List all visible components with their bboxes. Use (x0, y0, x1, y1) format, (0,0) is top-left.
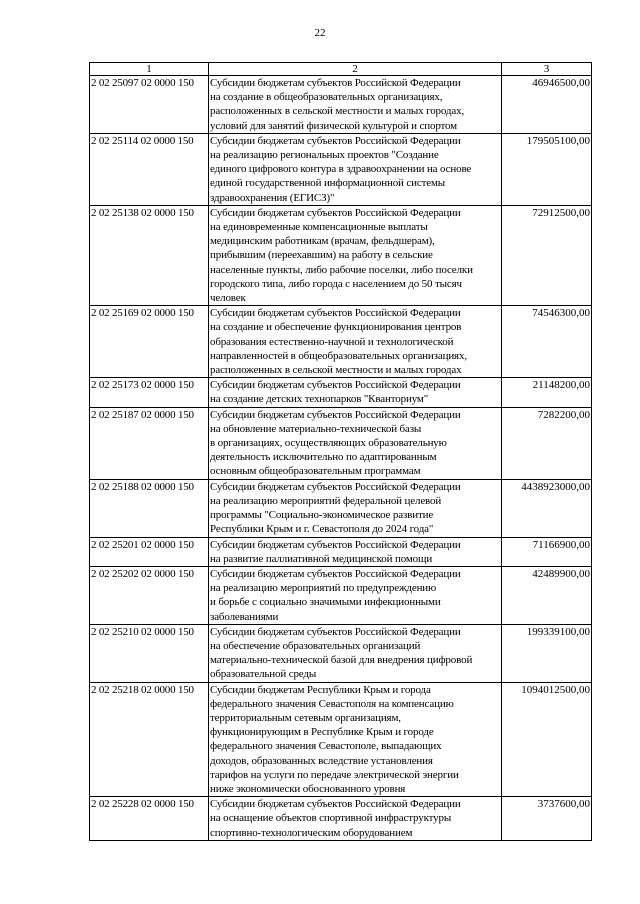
description-line: единой государственной информационной системы (210, 177, 446, 190)
description-line: тарифов на услуги по передаче электрической энергии (210, 768, 459, 781)
subsidy-description (209, 566, 502, 624)
subsidy-description (209, 306, 502, 378)
description-line: функционирующим в Республике Крым и городе (210, 726, 434, 739)
budget-code: 2 02 25097 02 0000 150 (90, 76, 209, 134)
table-row (90, 205, 592, 305)
subsidy-description (209, 682, 502, 797)
description-line: федерального значения Севастополя на компенсацию (210, 697, 454, 710)
amount: 3737600,00 (502, 797, 592, 841)
table-row (90, 566, 592, 624)
subsidy-description (209, 133, 502, 205)
description-line: Субсидии бюджетам субъектов Российской Федерации (210, 567, 461, 580)
budget-code: 2 02 25210 02 0000 150 (90, 624, 209, 682)
description-line: деятельность исключительно по адаптированным (210, 451, 437, 464)
amount: 71166900,00 (502, 537, 592, 566)
description-line: городского типа, либо города с населением до 50 тысяч (210, 277, 462, 290)
table-row (90, 407, 592, 479)
budget-code: 2 02 25187 02 0000 150 (90, 407, 209, 479)
description-line: Субсидии бюджетам субъектов Российской Федерации (210, 625, 461, 638)
header-col-3: 3 (502, 63, 592, 76)
description-line: условий для занятий физической культурой и спортом (210, 119, 457, 132)
description-line: населенные пункты, либо рабочие поселки, либо поселки (210, 263, 473, 276)
table-row (90, 479, 592, 537)
subsidy-description (209, 407, 502, 479)
amount: 21148200,00 (502, 378, 592, 407)
description-line: на реализацию мероприятий федеральной целевой (210, 494, 442, 507)
description-line: Субсидии бюджетам Республики Крым и города (210, 683, 431, 696)
description-line: Субсидии бюджетам субъектов Российской Федерации (210, 134, 461, 147)
amount: 7282200,00 (502, 407, 592, 479)
description-line: направленностей в общеобразовательных организациях, (210, 349, 467, 362)
description-line: на единовременные компенсационные выплаты (210, 221, 428, 234)
subsidy-description (209, 797, 502, 841)
description-line: Республики Крым и г. Севастополя до 2024 года" (210, 523, 434, 536)
description-line: Субсидии бюджетам субъектов Российской Федерации (210, 408, 461, 421)
budget-code: 2 02 25188 02 0000 150 (90, 479, 209, 537)
description-line: ниже экономически обоснованного уровня (210, 782, 406, 795)
description-line: образовательной среды (210, 668, 317, 681)
description-line: материально-технической базой для внедрения цифровой (210, 654, 473, 667)
description-line: на обеспечение образовательных организаций (210, 639, 421, 652)
description-line: доходов, образованных вследствие установления (210, 754, 433, 767)
table-row (90, 76, 592, 134)
description-line: на обновление материально-технической базы (210, 422, 422, 435)
description-line: человек (210, 292, 246, 305)
subsidy-description (209, 205, 502, 305)
description-line: Субсидии бюджетам субъектов Российской Федерации (210, 379, 461, 392)
header-col-2: 2 (209, 63, 502, 76)
description-line: спортивно-технологическим оборудованием (210, 826, 413, 839)
amount: 4438923000,00 (502, 479, 592, 537)
description-line: на создание и обеспечение функционирования центров (210, 321, 462, 334)
header-col-1: 1 (90, 63, 209, 76)
description-line: Субсидии бюджетам субъектов Российской Федерации (210, 538, 461, 551)
subsidy-description (209, 537, 502, 566)
description-line: в организациях, осуществляющих образовательную (210, 437, 447, 450)
budget-table (89, 62, 592, 841)
description-line: расположенных в сельской местности и малых городах, (210, 105, 465, 118)
description-line: Субсидии бюджетам субъектов Российской Федерации (210, 307, 461, 320)
budget-code: 2 02 25173 02 0000 150 (90, 378, 209, 407)
subsidy-description (209, 76, 502, 134)
budget-code: 2 02 25202 02 0000 150 (90, 566, 209, 624)
subsidy-description (209, 378, 502, 407)
description-line: на оснащение объектов спортивной инфраструктуры (210, 812, 452, 825)
description-line: на создание в общеобразовательных организациях, (210, 91, 443, 104)
budget-code: 2 02 25114 02 0000 150 (90, 133, 209, 205)
subsidy-description (209, 624, 502, 682)
description-line: на реализацию мероприятий по предупреждению (210, 582, 437, 595)
budget-code: 2 02 25138 02 0000 150 (90, 205, 209, 305)
budget-code: 2 02 25169 02 0000 150 (90, 306, 209, 378)
amount: 1094012500,00 (502, 682, 592, 797)
amount: 74546300,00 (502, 306, 592, 378)
table-row (90, 624, 592, 682)
table-row (90, 797, 592, 841)
description-line: на развитие паллиативной медицинской помощи (210, 552, 433, 565)
table-row (90, 537, 592, 566)
description-line: здравоохранения (ЕГИСЗ)" (210, 191, 335, 204)
description-line: Субсидии бюджетам субъектов Российской Федерации (210, 798, 461, 811)
description-line: медицинским работникам (врачам, фельдшерам), (210, 235, 435, 248)
description-line: Субсидии бюджетам субъектов Российской Федерации (210, 206, 461, 219)
description-line: заболеваниями (210, 610, 279, 623)
description-line: федерального значения Севастополе, выпадающих (210, 740, 442, 753)
table-header-row (90, 63, 592, 76)
description-line: на создание детских технопарков "Кванториум" (210, 393, 429, 406)
description-line: на реализацию региональных проектов "Создание (210, 149, 439, 162)
budget-code: 2 02 25201 02 0000 150 (90, 537, 209, 566)
budget-code: 2 02 25218 02 0000 150 (90, 682, 209, 797)
amount: 199339100,00 (502, 624, 592, 682)
description-line: Субсидии бюджетам субъектов Российской Федерации (210, 480, 461, 493)
budget-code: 2 02 25228 02 0000 150 (90, 797, 209, 841)
table-body (90, 76, 592, 841)
description-line: Субсидии бюджетам субъектов Российской Федерации (210, 77, 461, 89)
table-row (90, 682, 592, 797)
table-row (90, 306, 592, 378)
page-number: 22 (314, 27, 326, 39)
table-row (90, 378, 592, 407)
subsidy-description (209, 479, 502, 537)
description-line: образования естественно-научной и технологической (210, 335, 454, 348)
amount: 42489900,00 (502, 566, 592, 624)
description-line: единого цифрового контура в здравоохранении на основе (210, 163, 472, 176)
description-line: расположенных в сельской местности и малых городах (210, 364, 462, 377)
description-line: и борьбе с социально значимыми инфекционными (210, 596, 441, 609)
description-line: прибывшим (переехавшим) на работу в сельские (210, 249, 433, 262)
amount: 46946500,00 (502, 76, 592, 134)
amount: 179505100,00 (502, 133, 592, 205)
description-line: программы "Социально-экономическое развитие (210, 509, 434, 522)
description-line: территориальным сетевым организациям, (210, 711, 401, 724)
table-row (90, 133, 592, 205)
description-line: основным общеобразовательным программам (210, 465, 421, 478)
amount: 72912500,00 (502, 205, 592, 305)
